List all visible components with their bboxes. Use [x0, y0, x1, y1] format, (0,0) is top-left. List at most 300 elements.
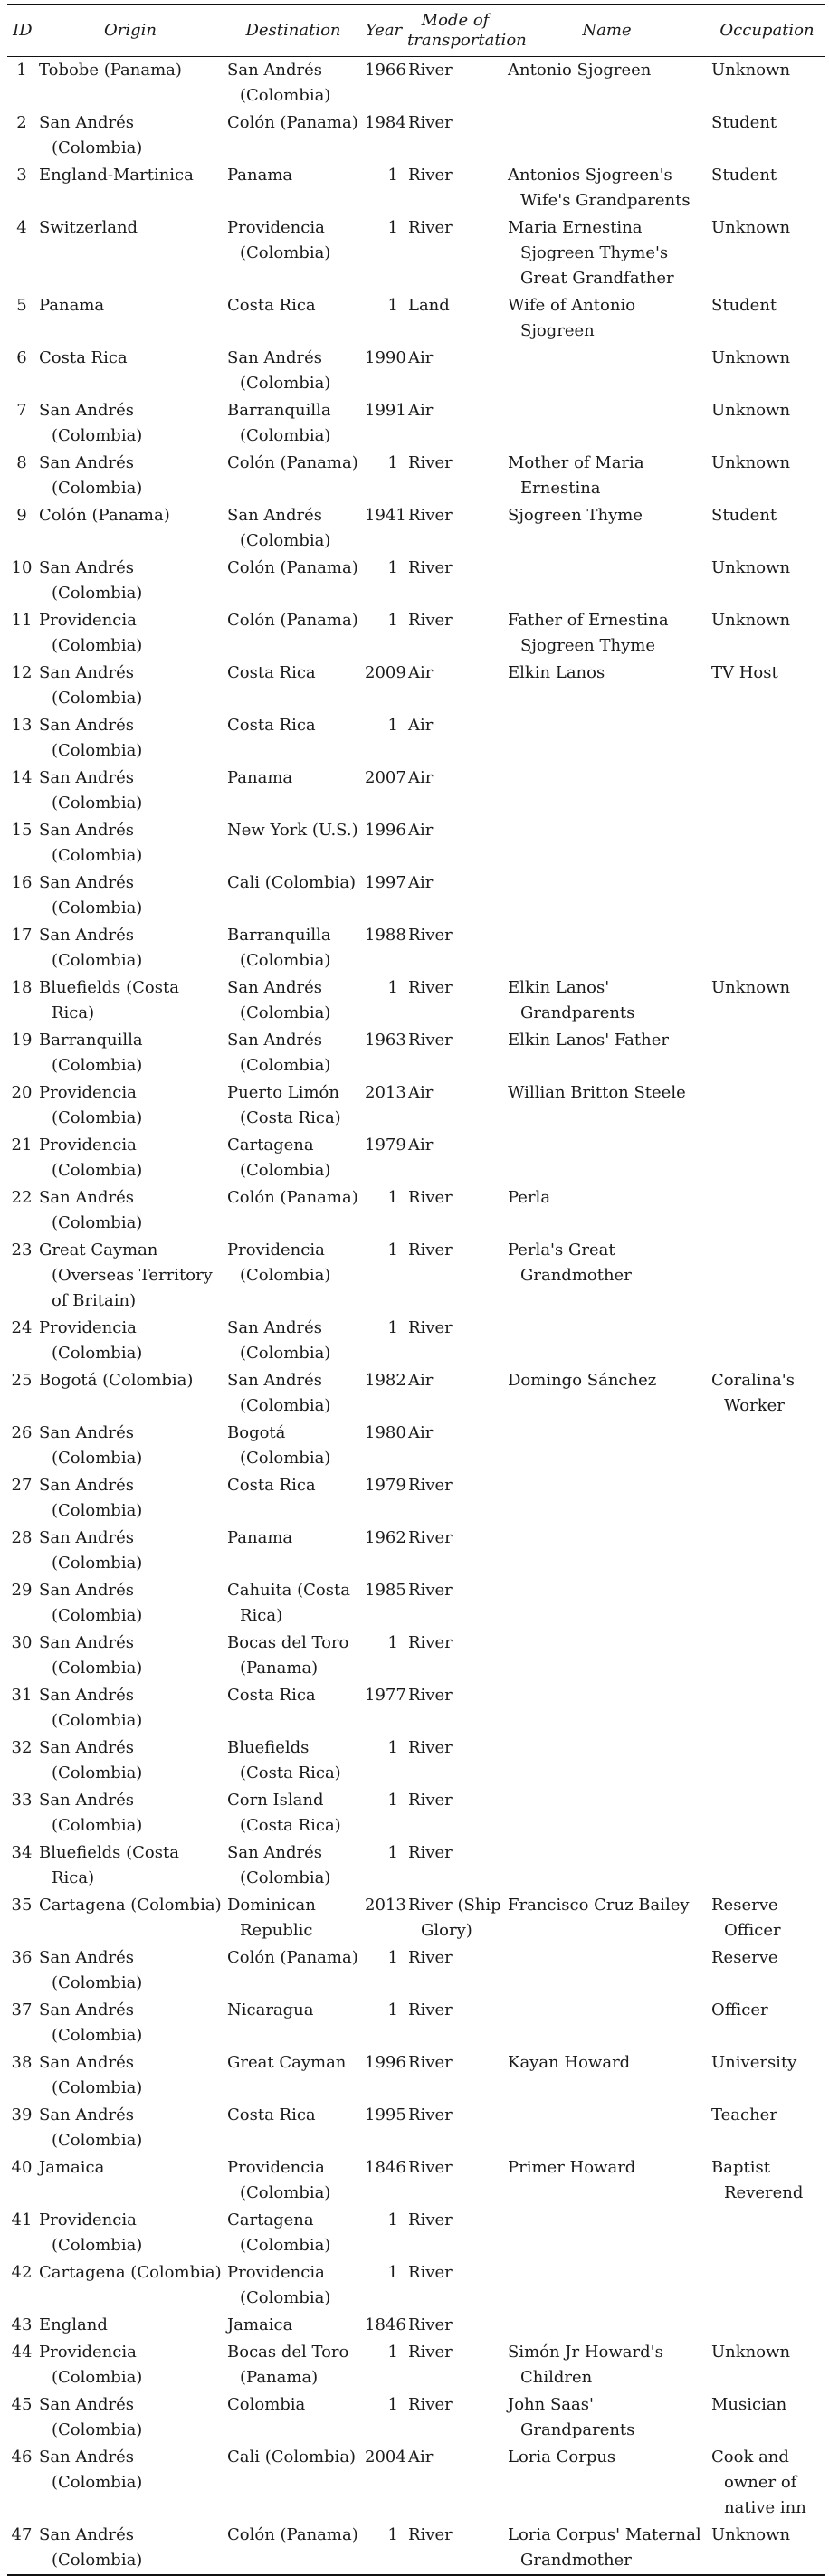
- cell-name: [505, 1367, 709, 1420]
- cell-year: [362, 1944, 405, 1997]
- cell-mode: [405, 2154, 505, 2207]
- cell-mode: [405, 214, 505, 292]
- cell-origin-text: San Andrés (Colombia): [39, 716, 143, 760]
- cell-destination-text: Costa Rica: [227, 2105, 316, 2124]
- cell-mode-text: River: [408, 558, 453, 577]
- cell-mode: [405, 712, 505, 765]
- cell-origin-text: Bluefields (Costa Rica): [39, 978, 179, 1022]
- cell-name: [505, 1997, 709, 2049]
- cell-name: [505, 2154, 709, 2207]
- cell-origin-text: Panama: [39, 296, 105, 315]
- cell-destination-text: Colón (Panama): [227, 558, 358, 577]
- cell-id: [7, 2339, 36, 2391]
- cell-year: [362, 345, 405, 397]
- cell-year: [362, 660, 405, 712]
- cell-destination: [224, 57, 362, 110]
- cell-destination: [224, 1525, 362, 1577]
- cell-id-text: 26: [11, 1423, 33, 1442]
- table-row: [7, 1735, 825, 1787]
- cell-name: [505, 2102, 709, 2154]
- cell-destination-text: Panama: [227, 768, 293, 787]
- cell-mode: [405, 1184, 505, 1237]
- cell-occupation-text: Student: [711, 296, 777, 315]
- cell-occupation: [709, 2391, 825, 2444]
- cell-mode-text: River: [408, 2315, 453, 2334]
- cell-occupation-text: Cook and owner of native inn: [711, 2448, 806, 2517]
- cell-id-text: 27: [11, 1476, 33, 1495]
- cell-mode-text: River: [408, 2395, 453, 2414]
- cell-year-text: 1966: [365, 61, 406, 80]
- cell-occupation-text: Baptist Reverend: [711, 2158, 804, 2202]
- cell-year: [362, 1577, 405, 1630]
- cell-origin-text: San Andrés (Colombia): [39, 1188, 143, 1232]
- cell-year-text: 2009: [365, 663, 406, 682]
- table-row: [7, 214, 825, 292]
- table-row: [7, 765, 825, 817]
- cell-id: [7, 2207, 36, 2259]
- cell-occupation: [709, 345, 825, 397]
- cell-year-text: 1: [387, 453, 398, 472]
- cell-origin: [36, 2391, 224, 2444]
- cell-destination-text: New York (U.S.): [227, 821, 358, 840]
- cell-year: [362, 712, 405, 765]
- cell-id-text: 15: [11, 821, 33, 840]
- cell-destination-text: Colón (Panama): [227, 113, 358, 132]
- table-row: [7, 1577, 825, 1630]
- cell-mode-text: River: [408, 1240, 453, 1259]
- cell-year: [362, 2339, 405, 2391]
- cell-id-text: 2: [16, 113, 27, 132]
- cell-name-text: Elkin Lanos: [508, 663, 605, 682]
- cell-year: [362, 2312, 405, 2339]
- cell-mode-text: River (Ship Glory): [408, 1896, 501, 1940]
- cell-id: [7, 2049, 36, 2102]
- cell-id-text: 44: [11, 2343, 33, 2362]
- cell-year-text: 1997: [365, 873, 406, 892]
- cell-year-text: 1: [387, 218, 398, 237]
- table-row: [7, 1630, 825, 1682]
- cell-id: [7, 1735, 36, 1787]
- header-row: [7, 5, 825, 57]
- cell-origin: [36, 1735, 224, 1787]
- cell-year: [362, 607, 405, 660]
- cell-origin-text: San Andrés (Colombia): [39, 1581, 143, 1625]
- cell-id-text: 45: [11, 2395, 33, 2414]
- cell-occupation: [709, 214, 825, 292]
- cell-name-text: Wife of Antonio Sjogreen: [508, 296, 636, 340]
- cell-year-text: 1980: [365, 1423, 406, 1442]
- cell-year-text: 1979: [365, 1136, 406, 1155]
- table-row: [7, 2444, 825, 2522]
- cell-mode-text: River: [408, 1843, 453, 1862]
- cell-origin-text: Providencia (Colombia): [39, 611, 143, 655]
- cell-origin: [36, 1420, 224, 1472]
- cell-id-text: 7: [16, 401, 27, 420]
- table-row: [7, 2339, 825, 2391]
- cell-name: [505, 1892, 709, 1944]
- cell-mode-text: Air: [408, 1423, 434, 1442]
- cell-origin: [36, 1027, 224, 1079]
- cell-occupation-text: University: [711, 2053, 797, 2072]
- cell-name: [505, 2312, 709, 2339]
- cell-mode: [405, 2312, 505, 2339]
- cell-year-text: 1: [387, 2210, 398, 2229]
- cell-origin: [36, 162, 224, 214]
- header-name: Name: [582, 21, 632, 40]
- cell-origin-text: Providencia (Colombia): [39, 2210, 143, 2255]
- cell-year-text: 1: [387, 296, 398, 315]
- cell-id-text: 28: [11, 1528, 33, 1547]
- cell-mode-text: River: [408, 166, 453, 185]
- cell-occupation: [709, 1682, 825, 1735]
- cell-name-text: Willian Britton Steele: [508, 1083, 686, 1102]
- cell-id-text: 17: [11, 926, 33, 945]
- cell-occupation: [709, 765, 825, 817]
- cell-mode-text: Land: [408, 296, 450, 315]
- cell-id-text: 31: [11, 1686, 33, 1705]
- cell-id: [7, 214, 36, 292]
- cell-year-text: 1: [387, 716, 398, 735]
- cell-destination: [224, 1944, 362, 1997]
- cell-name: [505, 1027, 709, 1079]
- cell-mode-text: River: [408, 1318, 453, 1337]
- cell-mode-text: River: [408, 1581, 453, 1600]
- cell-id: [7, 1472, 36, 1525]
- cell-occupation: [709, 1237, 825, 1315]
- cell-destination: [224, 1184, 362, 1237]
- cell-destination-text: Colón (Panama): [227, 453, 358, 472]
- cell-id-text: 38: [11, 2053, 33, 2072]
- cell-destination-text: Colón (Panama): [227, 611, 358, 630]
- cell-occupation: [709, 450, 825, 502]
- cell-year-text: 1941: [365, 506, 406, 525]
- cell-mode-text: River: [408, 2001, 453, 2020]
- cell-origin: [36, 2102, 224, 2154]
- cell-occupation-text: Unknown: [711, 558, 791, 577]
- cell-destination: [224, 712, 362, 765]
- cell-id: [7, 2312, 36, 2339]
- cell-mode-text: Air: [408, 2448, 434, 2467]
- cell-occupation-text: TV Host: [711, 663, 778, 682]
- cell-year-text: 1963: [365, 1031, 406, 1050]
- cell-name: [505, 1577, 709, 1630]
- cell-occupation: [709, 1184, 825, 1237]
- cell-destination-text: Nicaragua: [227, 2001, 314, 2020]
- cell-mode: [405, 1420, 505, 1472]
- header-id: ID: [13, 21, 33, 40]
- cell-year: [362, 1630, 405, 1682]
- cell-occupation-text: Unknown: [711, 218, 791, 237]
- cell-origin: [36, 2444, 224, 2522]
- cell-destination-text: Barranquilla (Colombia): [227, 401, 331, 445]
- cell-occupation: [709, 1079, 825, 1132]
- cell-origin: [36, 1944, 224, 1997]
- cell-origin-text: Providencia (Colombia): [39, 2343, 143, 2387]
- cell-id-text: 20: [11, 1083, 33, 1102]
- cell-occupation-text: Student: [711, 113, 777, 132]
- table-header: [7, 5, 825, 57]
- cell-origin-text: San Andrés (Colombia): [39, 453, 143, 498]
- cell-year-text: 1: [387, 1240, 398, 1259]
- cell-id: [7, 1420, 36, 1472]
- cell-year: [362, 1420, 405, 1472]
- cell-id: [7, 2444, 36, 2522]
- cell-destination-text: Providencia (Colombia): [227, 1240, 331, 1285]
- cell-name: [505, 2444, 709, 2522]
- cell-origin-text: San Andrés (Colombia): [39, 1686, 143, 1730]
- cell-destination-text: San Andrés (Colombia): [227, 978, 331, 1022]
- cell-origin-text: Providencia (Colombia): [39, 1318, 143, 1363]
- cell-id-text: 4: [16, 218, 27, 237]
- cell-origin: [36, 2312, 224, 2339]
- cell-name: [505, 450, 709, 502]
- cell-mode: [405, 292, 505, 345]
- cell-mode-text: Air: [408, 348, 434, 367]
- cell-origin: [36, 1184, 224, 1237]
- cell-name: [505, 1735, 709, 1787]
- cell-year: [362, 2049, 405, 2102]
- cell-destination: [224, 2312, 362, 2339]
- cell-id: [7, 1944, 36, 1997]
- cell-name-text: Loria Corpus: [508, 2448, 616, 2467]
- cell-destination: [224, 2444, 362, 2522]
- cell-name: [505, 1630, 709, 1682]
- cell-mode: [405, 345, 505, 397]
- cell-year: [362, 1184, 405, 1237]
- cell-mode: [405, 922, 505, 974]
- cell-name-text: Father of Ernestina Sjogreen Thyme: [508, 611, 669, 655]
- cell-origin: [36, 397, 224, 450]
- cell-origin: [36, 1577, 224, 1630]
- cell-occupation-text: Unknown: [711, 348, 791, 367]
- cell-destination: [224, 2154, 362, 2207]
- cell-destination: [224, 1027, 362, 1079]
- cell-year-text: 1990: [365, 348, 406, 367]
- cell-occupation: [709, 555, 825, 607]
- cell-occupation: [709, 2102, 825, 2154]
- cell-mode: [405, 2339, 505, 2391]
- cell-destination: [224, 922, 362, 974]
- cell-id-text: 1: [16, 61, 27, 80]
- cell-name: [505, 162, 709, 214]
- cell-name: [505, 1079, 709, 1132]
- cell-destination-text: Colón (Panama): [227, 1188, 358, 1207]
- cell-name: [505, 214, 709, 292]
- cell-mode-text: Air: [408, 663, 434, 682]
- cell-id-text: 22: [11, 1188, 33, 1207]
- cell-year-text: 1: [387, 1843, 398, 1862]
- cell-name: [505, 974, 709, 1027]
- cell-name: [505, 1525, 709, 1577]
- cell-mode: [405, 974, 505, 1027]
- cell-destination-text: Cali (Colombia): [227, 2448, 357, 2467]
- cell-id: [7, 1079, 36, 1132]
- cell-year: [362, 1027, 405, 1079]
- cell-destination: [224, 2207, 362, 2259]
- cell-year: [362, 214, 405, 292]
- table-row: [7, 1472, 825, 1525]
- cell-mode: [405, 1944, 505, 1997]
- cell-mode: [405, 1132, 505, 1184]
- cell-origin-text: San Andrés (Colombia): [39, 663, 143, 708]
- cell-name: [505, 1237, 709, 1315]
- cell-destination: [224, 1132, 362, 1184]
- cell-year-text: 1: [387, 1791, 398, 1810]
- cell-destination: [224, 1315, 362, 1367]
- cell-year-text: 1985: [365, 1581, 406, 1600]
- cell-name-text: Antonio Sjogreen: [508, 61, 652, 80]
- cell-year: [362, 2444, 405, 2522]
- cell-destination-text: Costa Rica: [227, 716, 316, 735]
- cell-origin-text: San Andrés (Colombia): [39, 1476, 143, 1520]
- cell-destination: [224, 1787, 362, 1839]
- cell-destination-text: Cahuita (Costa Rica): [227, 1581, 350, 1625]
- cell-id-text: 23: [11, 1240, 33, 1259]
- cell-id: [7, 1682, 36, 1735]
- cell-id-text: 5: [16, 296, 27, 315]
- cell-id: [7, 1787, 36, 1839]
- cell-year: [362, 2102, 405, 2154]
- cell-occupation-text: Musician: [711, 2395, 787, 2414]
- cell-year-text: 1996: [365, 2053, 406, 2072]
- cell-id-text: 25: [11, 1371, 33, 1390]
- cell-destination: [224, 1892, 362, 1944]
- cell-occupation-text: Student: [711, 166, 777, 185]
- cell-id-text: 43: [11, 2315, 33, 2334]
- cell-occupation: [709, 1525, 825, 1577]
- table-row: [7, 870, 825, 922]
- cell-name-text: Perla: [508, 1188, 551, 1207]
- cell-occupation: [709, 1892, 825, 1944]
- cell-id-text: 21: [11, 1136, 33, 1155]
- cell-origin-text: Colón (Panama): [39, 506, 170, 525]
- cell-origin: [36, 1892, 224, 1944]
- cell-mode: [405, 1682, 505, 1735]
- cell-id: [7, 1630, 36, 1682]
- cell-occupation-text: Unknown: [711, 2343, 791, 2362]
- cell-origin-text: San Andrés (Colombia): [39, 873, 143, 917]
- cell-destination: [224, 1839, 362, 1892]
- table-row: [7, 2207, 825, 2259]
- cell-origin: [36, 1367, 224, 1420]
- cell-origin-text: San Andrés (Colombia): [39, 1948, 143, 1992]
- cell-destination: [224, 2339, 362, 2391]
- cell-id-text: 24: [11, 1318, 33, 1337]
- cell-year-text: 1984: [365, 113, 406, 132]
- table-row: [7, 57, 825, 110]
- table-row: [7, 450, 825, 502]
- cell-origin: [36, 2522, 224, 2575]
- cell-mode-text: River: [408, 2105, 453, 2124]
- table-row: [7, 974, 825, 1027]
- cell-name: [505, 1682, 709, 1735]
- cell-name: [505, 397, 709, 450]
- table-row: [7, 1027, 825, 1079]
- cell-origin-text: San Andrés (Colombia): [39, 1528, 143, 1573]
- cell-destination: [224, 870, 362, 922]
- cell-mode: [405, 57, 505, 110]
- cell-id: [7, 2391, 36, 2444]
- table-row: [7, 1944, 825, 1997]
- cell-name: [505, 607, 709, 660]
- header-origin: Origin: [104, 21, 157, 40]
- cell-destination: [224, 817, 362, 870]
- cell-destination: [224, 555, 362, 607]
- cell-mode-text: River: [408, 2343, 453, 2362]
- cell-id-text: 40: [11, 2158, 33, 2177]
- cell-year-text: 1: [387, 2525, 398, 2544]
- cell-destination: [224, 2102, 362, 2154]
- cell-destination-text: Cali (Colombia): [227, 873, 357, 892]
- cell-origin-text: England-Martinica: [39, 166, 194, 185]
- cell-origin-text: Barranquilla (Colombia): [39, 1031, 143, 1075]
- cell-name: [505, 1472, 709, 1525]
- cell-year-text: 1979: [365, 1476, 406, 1495]
- cell-origin: [36, 1682, 224, 1735]
- cell-origin: [36, 974, 224, 1027]
- cell-year-text: 2004: [365, 2448, 406, 2467]
- cell-name-text: Primer Howard: [508, 2158, 636, 2177]
- cell-year-text: 1995: [365, 2105, 406, 2124]
- cell-origin-text: Providencia (Colombia): [39, 1083, 143, 1127]
- cell-occupation: [709, 712, 825, 765]
- cell-name-text: Elkin Lanos' Grandparents: [508, 978, 635, 1022]
- cell-destination-text: Providencia (Colombia): [227, 2158, 331, 2202]
- cell-mode-text: River: [408, 926, 453, 945]
- table-row: [7, 2154, 825, 2207]
- cell-mode: [405, 162, 505, 214]
- cell-origin: [36, 2154, 224, 2207]
- cell-year-text: 1982: [365, 1371, 406, 1390]
- cell-origin-text: Providencia (Colombia): [39, 1136, 143, 1180]
- cell-mode-text: Air: [408, 768, 434, 787]
- cell-year: [362, 1472, 405, 1525]
- cell-id: [7, 817, 36, 870]
- cell-origin: [36, 2339, 224, 2391]
- cell-id: [7, 502, 36, 555]
- table-row: [7, 397, 825, 450]
- cell-destination: [224, 292, 362, 345]
- cell-id: [7, 870, 36, 922]
- cell-destination-text: Colombia: [227, 2395, 306, 2414]
- cell-occupation-text: Reserve Officer: [711, 1896, 781, 1940]
- cell-name: [505, 2522, 709, 2575]
- cell-mode: [405, 397, 505, 450]
- cell-id-text: 29: [11, 1581, 33, 1600]
- cell-mode: [405, 2444, 505, 2522]
- cell-origin-text: Cartagena (Colombia): [39, 1896, 222, 1915]
- cell-destination: [224, 1472, 362, 1525]
- cell-destination-text: Bocas del Toro (Panama): [227, 1633, 349, 1678]
- cell-year-text: 1: [387, 1188, 398, 1207]
- cell-id: [7, 162, 36, 214]
- cell-origin: [36, 1315, 224, 1367]
- cell-destination-text: Barranquilla (Colombia): [227, 926, 331, 970]
- cell-mode: [405, 1315, 505, 1367]
- cell-origin: [36, 1079, 224, 1132]
- cell-occupation: [709, 1577, 825, 1630]
- table-row: [7, 2312, 825, 2339]
- cell-name: [505, 292, 709, 345]
- cell-name: [505, 2339, 709, 2391]
- cell-origin-text: San Andrés (Colombia): [39, 1791, 143, 1835]
- cell-destination-text: San Andrés (Colombia): [227, 1318, 331, 1363]
- cell-destination: [224, 765, 362, 817]
- cell-name-text: Mother of Maria Ernestina: [508, 453, 644, 498]
- cell-mode-text: Air: [408, 873, 434, 892]
- table-row: [7, 817, 825, 870]
- cell-year-text: 1: [387, 558, 398, 577]
